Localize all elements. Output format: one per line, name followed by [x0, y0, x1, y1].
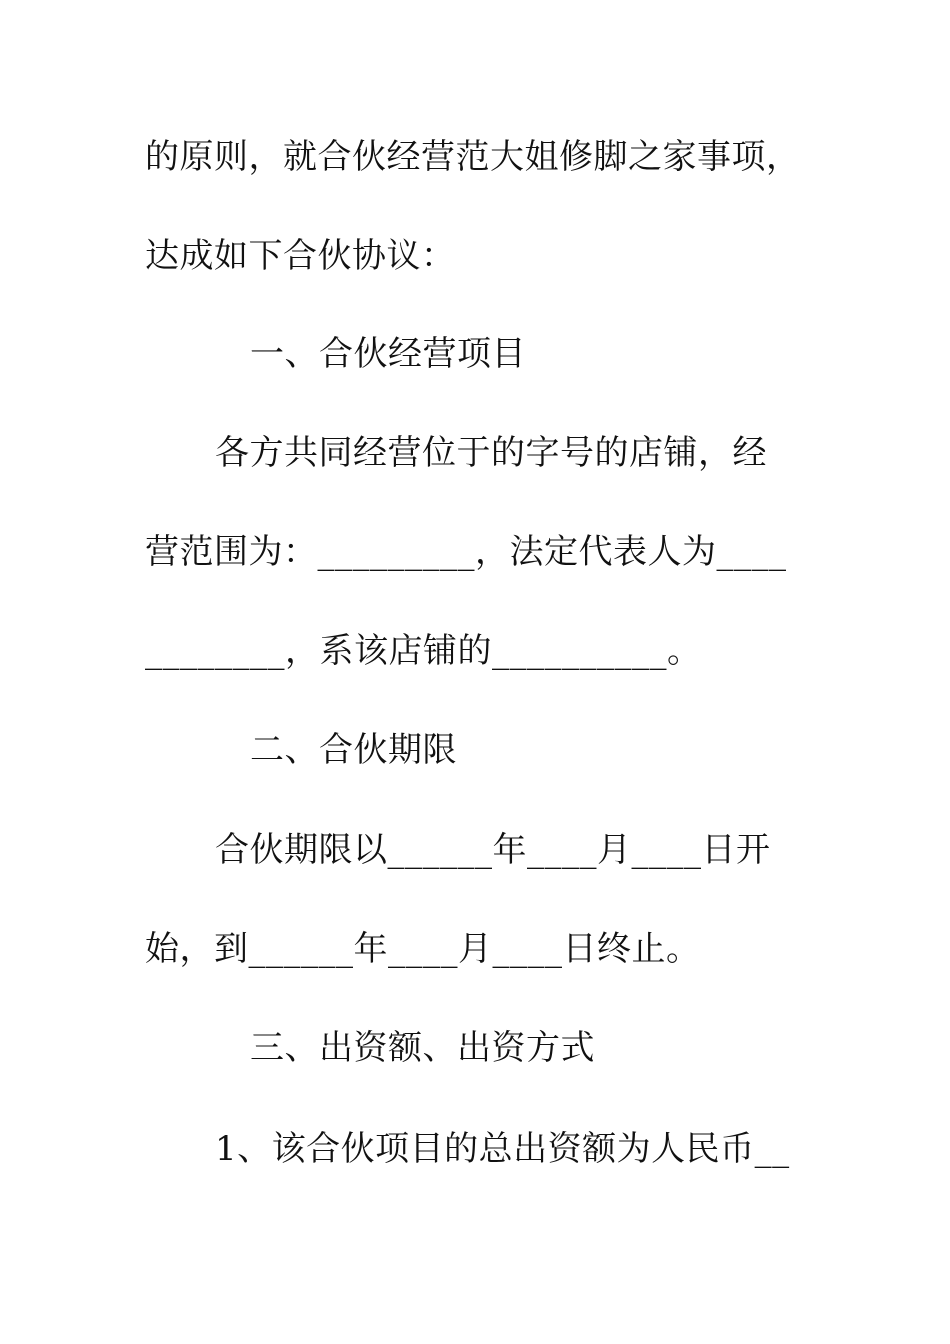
paragraph-line: 达成如下合伙协议：: [145, 236, 456, 276]
paragraph-line: ________，系该店铺的__________。: [145, 631, 702, 671]
paragraph-line: 1、该合伙项目的总出资额为人民币__: [215, 1129, 790, 1169]
paragraph-line: 始，到______年____月____日终止。: [145, 929, 701, 969]
paragraph-line: 各方共同经营位于的字号的店铺，经: [215, 433, 767, 473]
paragraph-line: 的原则，就合伙经营范大姐修脚之家事项，: [145, 137, 801, 177]
section-heading-2: 二、合伙期限: [250, 730, 457, 770]
section-heading-3: 三、出资额、出资方式: [250, 1028, 595, 1068]
paragraph-line: 营范围为：_________，法定代表人为____: [145, 532, 787, 572]
section-heading-1: 一、合伙经营项目: [250, 334, 526, 374]
paragraph-line: 合伙期限以______年____月____日开: [215, 830, 771, 870]
